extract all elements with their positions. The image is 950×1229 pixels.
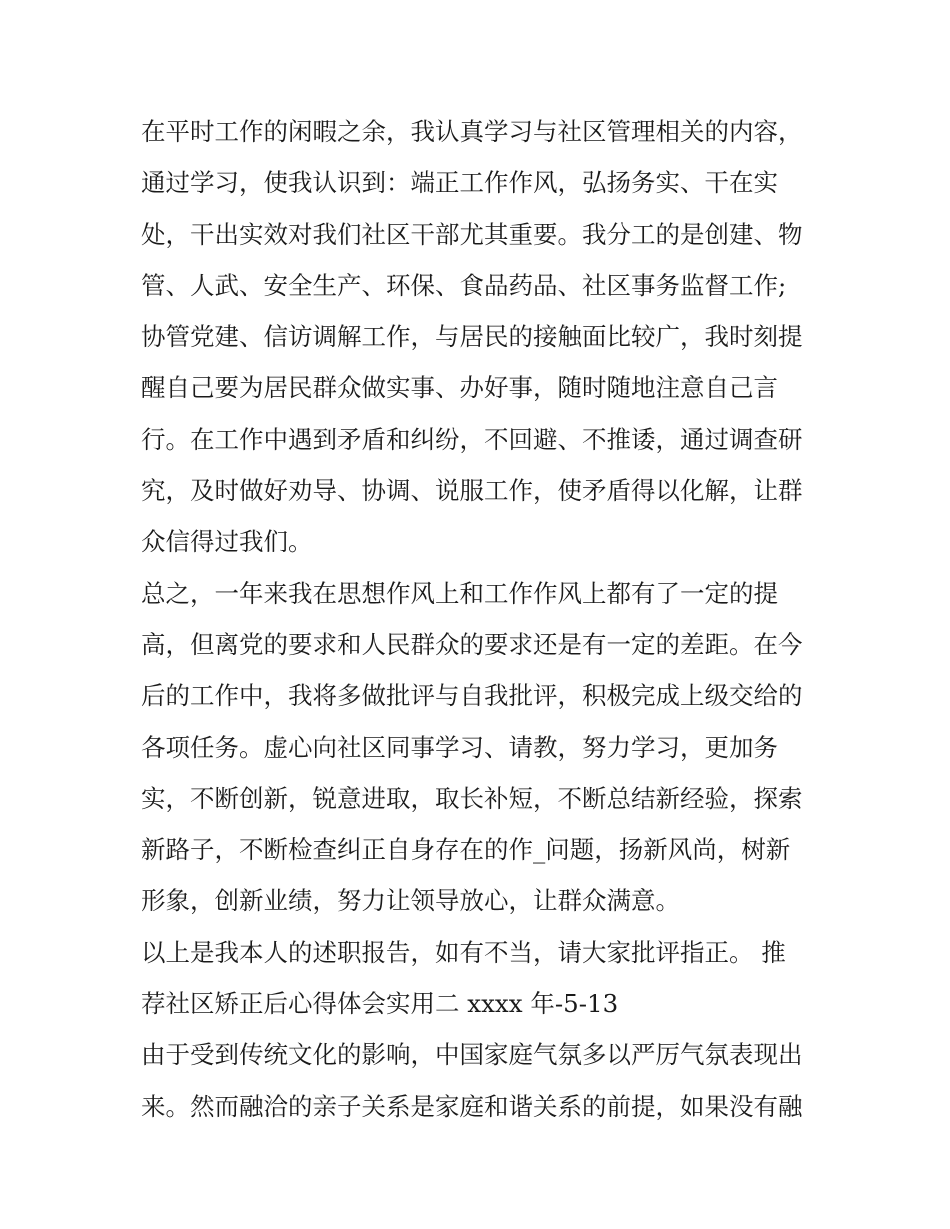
text-line: 来。然而融洽的亲子关系是家庭和谐关系的前提，如果没有融 <box>141 1091 803 1121</box>
text-line: 高，但离党的要求和人民群众的要求还是有一定的差距。在今 <box>141 629 803 659</box>
text-line: 处，干出实效对我们社区干部尤其重要。我分工的是创建、物 <box>141 219 803 249</box>
text-line: 通过学习，使我认识到：端正工作作风，弘扬务实、干在实 <box>141 168 778 198</box>
text-line: 后的工作中，我将多做批评与自我批评，积极完成上级交给的 <box>141 681 803 711</box>
text-line: 协管党建、信访调解工作，与居民的接触面比较广，我时刻提 <box>141 322 803 352</box>
text-line: 由于受到传统文化的影响，中国家庭气氛多以严厉气氛表现出 <box>141 1040 803 1070</box>
text-line: 各项任务。虚心向社区同事学习、请教，努力学习，更加务 <box>141 732 778 762</box>
text-line: 形象，创新业绩，努力让领导放心，让群众满意。 <box>141 886 680 916</box>
text-line: 众信得过我们。 <box>141 527 313 557</box>
text-line: 管、人武、安全生产、环保、食品药品、社区事务监督工作; <box>141 270 787 300</box>
text-line: 究，及时做好劝导、协调、说服工作，使矛盾得以化解，让群 <box>141 476 803 506</box>
document-body <box>141 106 821 1132</box>
text-line: 在平时工作的闲暇之余，我认真学习与社区管理相关的内容， <box>141 117 803 146</box>
text-line: 以上是我本人的述职报告，如有不当，请大家批评指正。 推 <box>141 937 786 967</box>
text-line: 荐社区矫正后心得体会实用二 xxxx 年-5-13 <box>141 989 619 1019</box>
text-line: 新路子，不断检查纠正自身存在的作_问题，扬新风尚，树新 <box>141 835 791 865</box>
text-line: 醒自己要为居民群众做实事、办好事，随时随地注意自己言 <box>141 373 778 403</box>
text-line: 行。在工作中遇到矛盾和纠纷，不回避、不推诿，通过调查研 <box>141 424 803 454</box>
text-line: 总之，一年来我在思想作风上和工作作风上都有了一定的提 <box>141 578 778 608</box>
text-line: 实，不断创新，锐意进取，取长补短，不断总结新经验，探索 <box>141 783 803 813</box>
